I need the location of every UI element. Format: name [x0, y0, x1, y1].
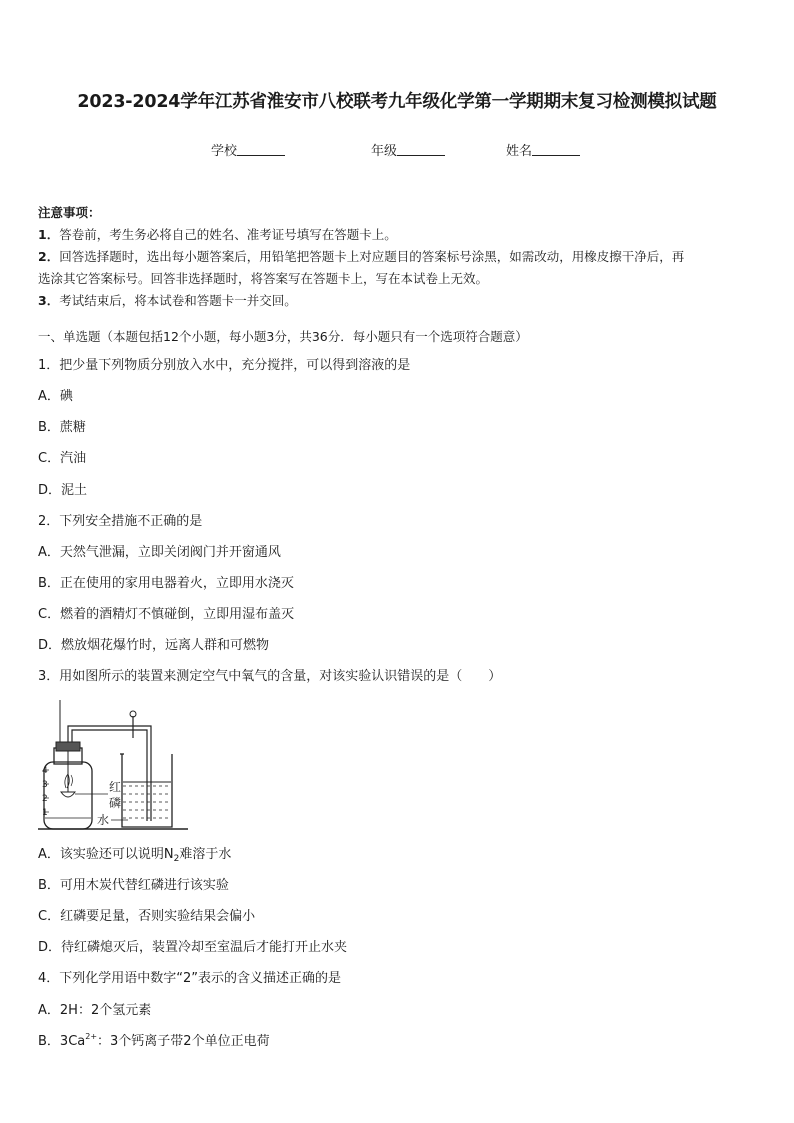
- question-3-option-a: [38, 843, 231, 864]
- notes-item-3: [38, 290, 760, 312]
- question-1-option-c: C．汽油: [38, 451, 87, 466]
- question-4-option-b: [38, 1030, 270, 1049]
- option-text: A．该实验还可以说明N: [38, 847, 174, 862]
- question-1-option-a: A．碘: [38, 389, 73, 404]
- name-label: 姓名: [506, 144, 533, 159]
- figure-label-phosphorus: 磷: [109, 796, 122, 810]
- figure-scale-2: 2: [42, 794, 48, 804]
- notes-item-text: 答卷前，考生务必将自己的姓名、准考证号填写在答题卡上。: [59, 227, 397, 242]
- question-3-option-b: B．可用木炭代替红磷进行该实验: [38, 878, 229, 893]
- option-text-tail: ：3个钙离子带2个单位正电荷: [97, 1034, 270, 1049]
- figure-label-red: 红: [109, 780, 122, 794]
- notes-item-num: 3．: [38, 293, 60, 308]
- question-2-option-a: A．天然气泄漏，立即关闭阀门并开窗通风: [38, 545, 281, 560]
- notes-item-text: 回答选择题时，选出每小题答案后，用铅笔把答题卡上对应题目的答案标号涂黑，如需改动，用橡皮擦干净后，再: [59, 249, 685, 264]
- oxygen-measurement-apparatus-figure: [38, 696, 198, 836]
- notes-item-1: [38, 224, 760, 246]
- figure-scale-1: 1: [42, 808, 48, 818]
- question-4-stem: 4．下列化学用语中数字“2”表示的含义描述正确的是: [38, 971, 342, 986]
- question-2-stem: 2．下列安全措施不正确的是: [38, 514, 203, 529]
- notes-block: [38, 202, 760, 312]
- question-4-option-a: A．2H：2个氢元素: [38, 1003, 152, 1018]
- figure-label-water: 水: [97, 813, 110, 827]
- notes-item-2-cont: [38, 268, 760, 290]
- grade-label: 年级: [371, 144, 398, 159]
- question-1-option-b: B．蔗糖: [38, 420, 86, 435]
- exam-title: 2023-2024学年江苏省淮安市八校联考九年级化学第一学期期末复习检测模拟试题: [77, 92, 717, 112]
- notes-item-2: [38, 246, 760, 268]
- name-field: [506, 140, 580, 159]
- section-heading: 一、单选题（本题包括12个小题，每小题3分，共36分．每小题只有一个选项符合题意）: [38, 329, 528, 344]
- grade-field: [371, 140, 445, 159]
- notes-item-num: 2．: [38, 249, 60, 264]
- notes-item-text: 选涂其它答案标号。回答非选择题时，将答案写在答题卡上，写在本试卷上无效。: [38, 271, 489, 286]
- school-blank: [237, 143, 285, 156]
- figure-scale-3: 3: [42, 780, 48, 790]
- option-text-tail: 难溶于水: [179, 847, 232, 862]
- option-text: B．3Ca: [38, 1034, 86, 1049]
- notes-item-num: 1．: [38, 227, 60, 242]
- figure-scale-4: 4: [42, 766, 48, 776]
- question-3-option-c: C．红磷要足量，否则实验结果会偏小: [38, 909, 256, 924]
- question-2-option-d: D．燃放烟花爆竹时，远离人群和可燃物: [38, 638, 270, 653]
- question-2-option-c: C．燃着的酒精灯不慎碰倒，立即用湿布盖灭: [38, 607, 295, 622]
- notes-item-text: 考试结束后，将本试卷和答题卡一并交回。: [59, 293, 297, 308]
- question-2-option-b: B．正在使用的家用电器着火，立即用水浇灭: [38, 576, 294, 591]
- question-1-option-d: D．泥土: [38, 483, 88, 498]
- notes-heading: 注意事项：: [38, 205, 101, 220]
- school-label: 学校: [211, 144, 238, 159]
- school-field: [211, 140, 285, 159]
- name-blank: [532, 143, 580, 156]
- question-1-stem: 1．把少量下列物质分别放入水中，充分搅拌，可以得到溶液的是: [38, 358, 411, 373]
- question-3-option-d: D．待红磷熄灭后，装置冷却至室温后才能打开止水夹: [38, 940, 348, 955]
- grade-blank: [397, 143, 445, 156]
- question-3-stem: 3．用如图所示的装置来测定空气中氧气的含量，对该实验认识错误的是（ ）: [38, 669, 502, 684]
- option-subscript: 2: [173, 854, 180, 864]
- option-superscript: 2+: [85, 1032, 98, 1041]
